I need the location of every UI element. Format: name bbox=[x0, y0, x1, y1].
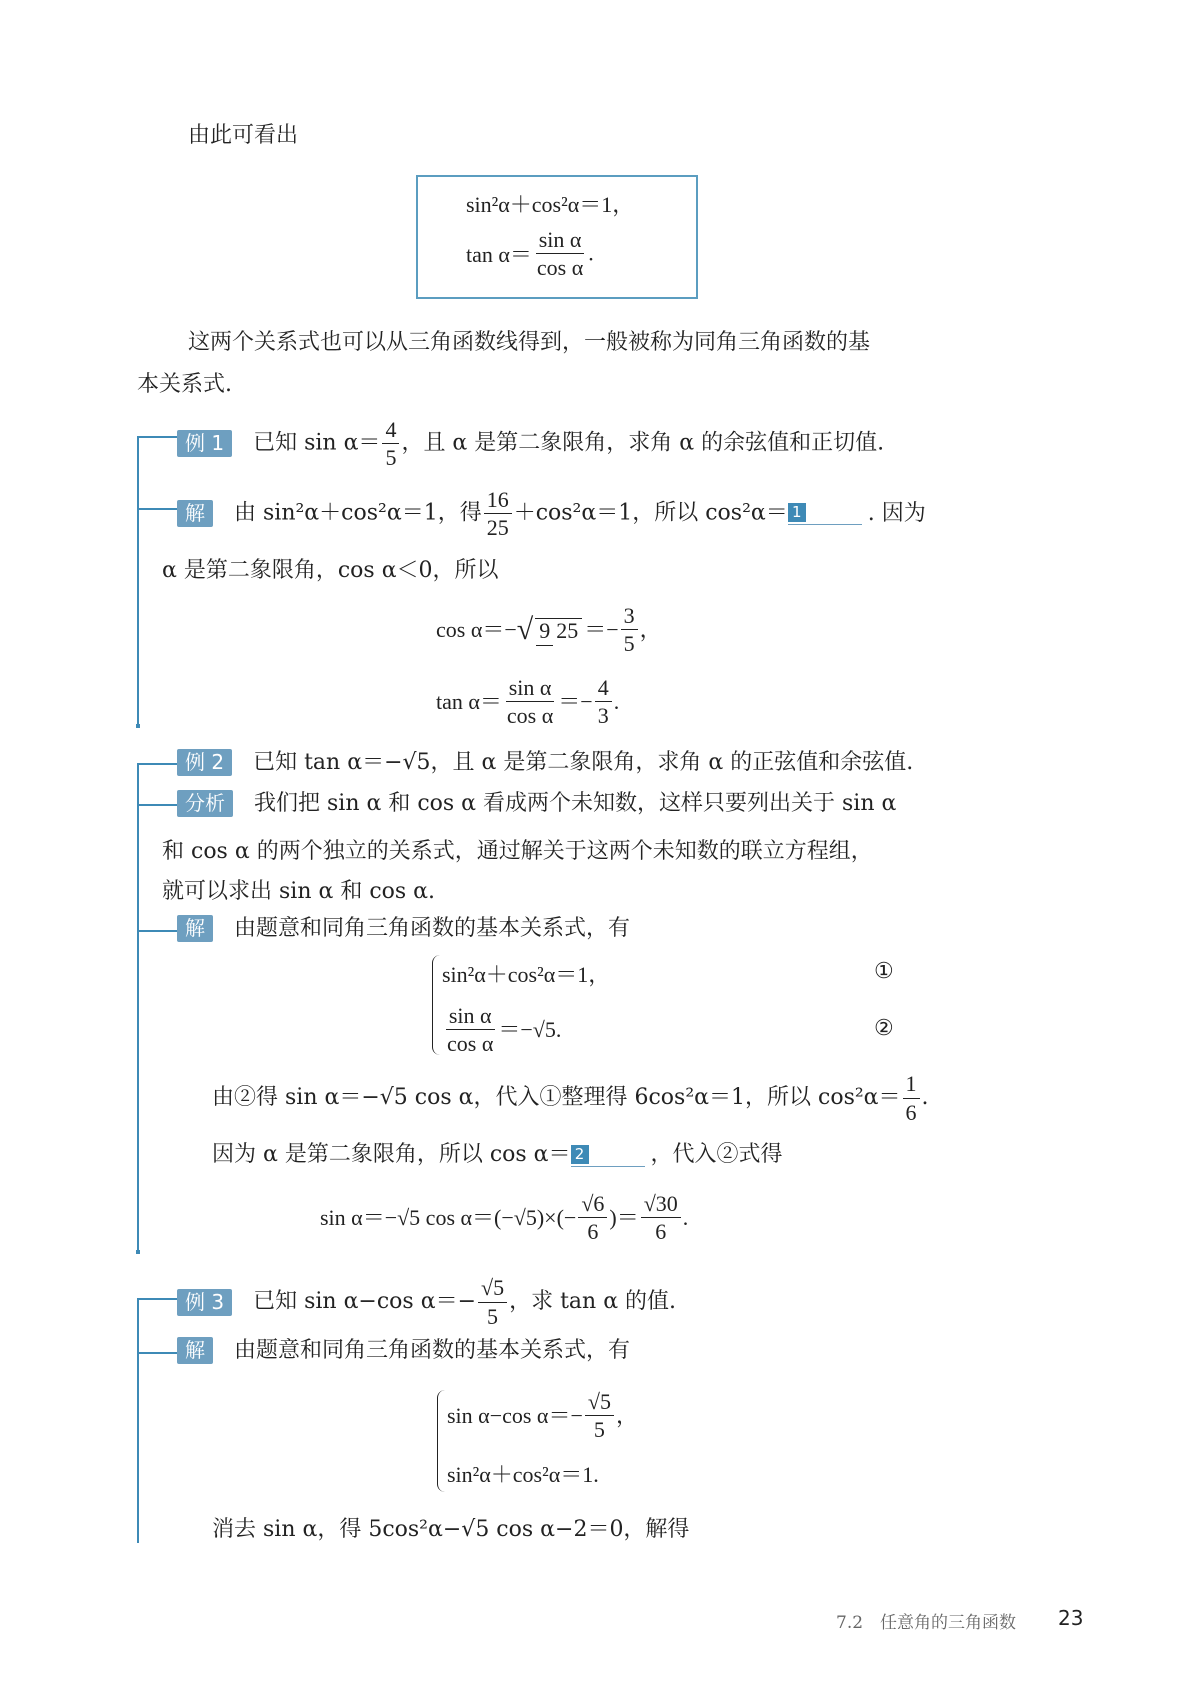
example1-equation-1: cos α＝−√ 9 25 ＝− $\frac{3}{5}$ ， bbox=[436, 603, 662, 657]
example1-bracket-end bbox=[136, 724, 140, 728]
example2-system-brace bbox=[432, 955, 441, 1055]
box-formula-2-lhs: tan α＝ bbox=[466, 242, 532, 268]
example3-solution-intro: 解 由题意和同角三角函数的基本关系式，有 bbox=[177, 1336, 630, 1366]
example2-bracket-analysis bbox=[137, 804, 177, 806]
example2-final-equation: sin α＝−√5 cos α＝(−√5)×(− $\frac{√6}{6}$ )＝ $\frac{√30}{6}$ . bbox=[320, 1191, 689, 1245]
example3-tag: 例 3 bbox=[177, 1289, 232, 1316]
example1-solution-line-1: 解 由 sin²α＋cos²α＝1，得 $\frac{16}{25}$ ＋cos²α＝1，所以 cos²α＝ 1 . 因为 bbox=[177, 488, 926, 539]
example2-analysis-line-1: 分析 我们把 sin α 和 cos α 看成两个未知数，这样只要列出关于 sin α bbox=[177, 789, 896, 819]
intro-text: 由此可看出 bbox=[188, 123, 299, 148]
example3-system-eq-1: sin α−cos α＝− $\frac{√5}{5}$ ， bbox=[447, 1389, 638, 1443]
blank-number-badge: 1 bbox=[788, 503, 806, 522]
example1-bracket-line bbox=[137, 436, 139, 726]
example3-bracket-sol bbox=[137, 1352, 177, 1354]
example1-question-fraction: $\frac{4}{5}$ bbox=[382, 418, 399, 469]
example3-step: 消去 sin α，得 5cos²α−√5 cos α−2＝0，解得 bbox=[212, 1517, 690, 1542]
example1-bracket-sol bbox=[137, 508, 177, 510]
footer-section: 7.2 任意角的三角函数 bbox=[836, 1613, 1017, 1633]
example2-system-eq-1: sin²α＋cos²α＝1， bbox=[442, 962, 611, 987]
answer-blank-2[interactable] bbox=[571, 1144, 645, 1167]
example2-bracket-line bbox=[137, 763, 139, 1253]
example2-question: 例 2 已知 tan α＝−√5，且 α 是第二象限角，求角 α 的正弦值和余弦值. bbox=[177, 748, 913, 778]
sqrt-fraction: 9 25 bbox=[535, 618, 582, 642]
analysis-tag: 分析 bbox=[177, 790, 233, 817]
example1-question bbox=[177, 418, 884, 469]
example1-question-b: ，且 α 是第二象限角，求角 α 的余弦值和正切值. bbox=[401, 430, 885, 456]
example2-system-eq-1-mark: ① bbox=[874, 958, 894, 983]
example1-equation-2: tan α＝ $\frac{\text{sin α}}{\text{cos α}}$ ＝− $\frac{4}{3}$ . bbox=[436, 675, 620, 729]
example1-solution-fraction: $\frac{16}{25}$ bbox=[484, 488, 512, 539]
example1-solution-line-2: α 是第二象限角，cos α＜0，所以 bbox=[162, 558, 499, 583]
example2-analysis-line-3: 就可以求出 sin α 和 cos α. bbox=[162, 879, 436, 904]
example3-system-brace bbox=[437, 1390, 446, 1492]
example2-bracket-top bbox=[137, 763, 177, 765]
box-formula-1: sin²α＋cos²α＝1， bbox=[466, 192, 635, 217]
example1-tag: 例 1 bbox=[177, 430, 232, 457]
example3-bracket-top bbox=[137, 1298, 177, 1300]
blank-number-badge: 2 bbox=[571, 1145, 589, 1164]
example2-tag: 例 2 bbox=[177, 749, 232, 776]
example2-step-2: 因为 α 是第二象限角，所以 cos α＝ 2 ，代入②式得 bbox=[212, 1142, 783, 1167]
solution-tag: 解 bbox=[177, 1337, 213, 1364]
box-fraction: $\frac{\text{sin α}}{\text{cos α}}$ bbox=[536, 227, 584, 281]
example2-step-1: 由②得 sin α＝−√5 cos α，代入①整理得 6cos²α＝1，所以 cos²α＝ $\frac{1}{6}$ . bbox=[212, 1071, 929, 1125]
example1-question-a: 已知 sin α＝ bbox=[253, 430, 381, 456]
solution-tag: 解 bbox=[177, 915, 213, 942]
page-number: 23 bbox=[1058, 1606, 1084, 1630]
box-formula-2: tan α＝ $\frac{\text{sin α}}{\text{cos α}}$ . bbox=[466, 227, 594, 281]
example2-analysis-line-2: 和 cos α 的两个独立的关系式，通过解关于这两个未知数的联立方程组， bbox=[162, 839, 873, 864]
example3-question: 例 3 已知 sin α−cos α＝− $\frac{√5}{5}$ ，求 tan α 的值. bbox=[177, 1274, 676, 1330]
example2-solution-intro: 解 由题意和同角三角函数的基本关系式，有 bbox=[177, 914, 630, 944]
example2-system-eq-2: $\frac{\text{sin α}}{\text{cos α}}$ ＝−√5. bbox=[447, 1003, 562, 1057]
example2-bracket-end bbox=[136, 1250, 140, 1254]
solution-tag: 解 bbox=[177, 500, 213, 527]
example3-bracket-line bbox=[137, 1298, 139, 1543]
paragraph-line-1: 这两个关系式也可以从三角函数线得到，一般被称为同角三角函数的基 bbox=[188, 330, 871, 355]
example2-system-eq-2-mark: ② bbox=[874, 1015, 894, 1040]
answer-blank-1[interactable] bbox=[788, 502, 862, 525]
paragraph-line-2: 本关系式. bbox=[137, 372, 232, 397]
example3-system-eq-2: sin²α＋cos²α＝1. bbox=[447, 1462, 599, 1487]
example2-bracket-sol bbox=[137, 930, 177, 932]
example1-bracket-top bbox=[137, 436, 177, 438]
